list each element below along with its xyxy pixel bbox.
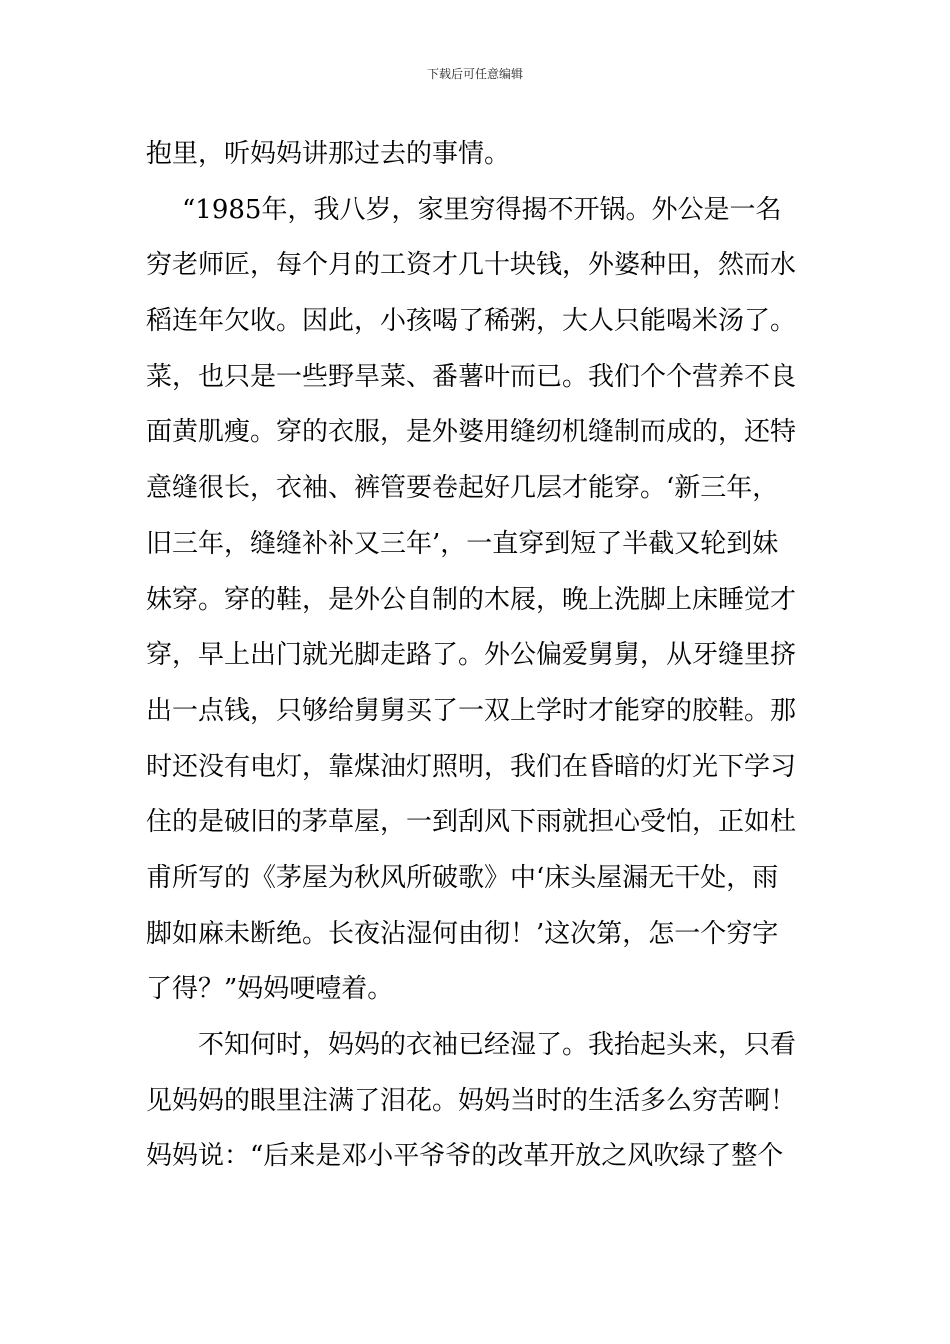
text-line: 稻连年欠收。因此，小孩喝了稀粥，大人只能喝米汤了。	[146, 306, 797, 337]
text-line: 不知何时，妈妈的衣袖已经湿了。我抬起头来，只看	[198, 1030, 797, 1060]
text-line: 面黄肌瘦。穿的衣服，是外婆用缝纫机缝制而成的，还特	[146, 417, 797, 448]
text-line: 穷老师匠，每个月的工资才几十块钱，外婆种田，然而水	[146, 250, 797, 281]
body-text	[146, 127, 806, 1185]
text-line: 抱里，听妈妈讲那过去的事情。	[146, 139, 511, 169]
text-line: 甫所写的《茅屋为秋风所破歌》中‘床头屋漏无干处，雨	[146, 862, 779, 893]
text-line: 见妈妈的眼里注满了泪花。妈妈当时的生活多么穷苦啊！	[146, 1085, 797, 1116]
text-line: 脚如麻未断绝。长夜沾湿何由彻！’这次第，怎一个穷字	[146, 918, 779, 949]
text-line: 菜，也只是一些野旱菜、番薯叶而已。我们个个营养不良	[146, 361, 797, 392]
text-line: 了得？”妈妈哽噎着。	[146, 974, 394, 1005]
text-line: 旧三年，缝缝补补又三年’，一直穿到短了半截又轮到妹	[146, 528, 779, 559]
text-line: 意缝很长，衣袖、裤管要卷起好几层才能穿。‘新三年，	[146, 473, 779, 504]
text-line: 妈妈说：“后来是邓小平爷爷的改革开放之风吹绿了整个	[146, 1141, 784, 1172]
text-line: 妹穿。穿的鞋，是外公自制的木屐，晚上洗脚上床睡觉才	[146, 584, 797, 615]
text-line: “1985年，我八岁，家里穷得揭不开锅。外公是一名	[182, 194, 782, 225]
text-line: 穿，早上出门就光脚走路了。外公偏爱舅舅，从牙缝里挤	[146, 640, 797, 671]
text-line: 出一点钱，只够给舅舅买了一双上学时才能穿的胶鞋。那	[146, 695, 797, 726]
text-line: 时还没有电灯，靠煤油灯照明，我们在昏暗的灯光下学习	[146, 751, 797, 782]
page-header: 下载后可任意编辑	[426, 67, 523, 81]
text-line: 住的是破旧的茅草屋，一到刮风下雨就担心受怕，正如杜	[146, 807, 797, 838]
